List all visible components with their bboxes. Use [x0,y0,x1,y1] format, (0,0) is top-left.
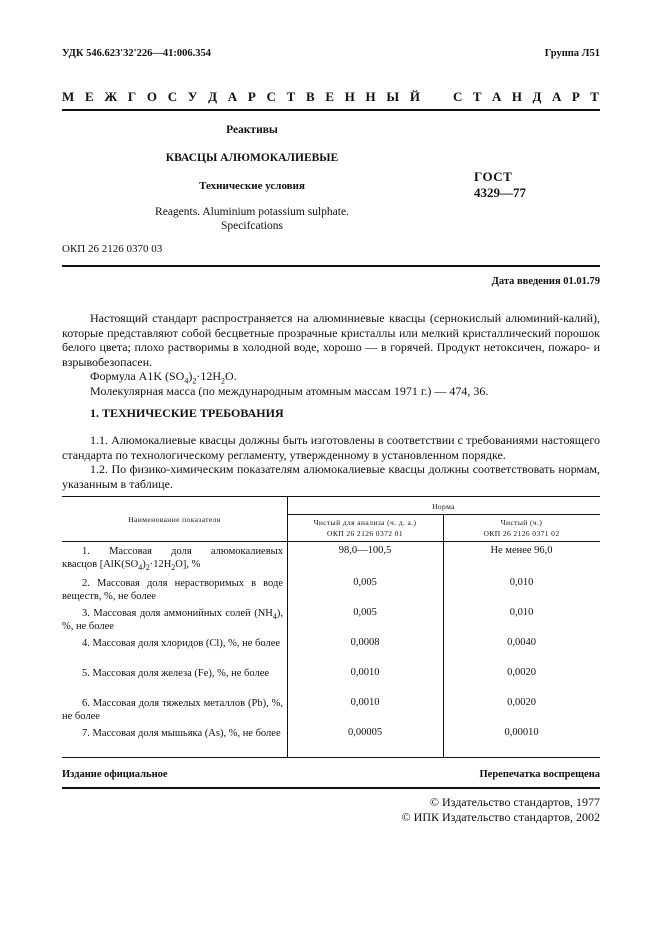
copyright-1977: © Издательство стандартов, 1977 [429,795,600,809]
banner-letter: А [227,89,238,104]
banner-letter: В [305,89,315,104]
document-title: КВАСЦЫ АЛЮМОКАЛИЕВЫЕ [165,152,339,164]
banner-word-standard [453,89,599,105]
banner-letter: С [266,89,276,104]
banner-letter: Н [511,89,523,104]
row-5-name: 5. Массовая доля железа (Fe), %, не более [82,668,270,679]
banner-letter: Ж [104,89,118,104]
row-4-name: 4. Массовая доля хлоридов (Cl), %, не более [82,638,281,649]
row-1-name-line2: квасцов $[AlK(SO_4)_2\cdot 12H_2O]$, % [62,559,201,573]
gost-label: ГОСТ [474,169,513,184]
official-edition: Издание официальное [62,769,168,780]
banner-letter: С [453,89,463,104]
row-1-value-a: 98,0—100,5 [338,545,392,556]
paragraph-1-2: 1.2. По физико-химическим показателям алюмокалиевые квасцы должны соответствовать нормам, указанным в таблице. [62,462,600,491]
footer-rule [62,787,600,789]
banner-letter: А [492,89,502,104]
table-header-rule [62,541,600,542]
okp-code: ОКП 26 2126 0370 03 [62,243,163,255]
banner-letter: Р [571,89,580,104]
table-norm-rule [287,514,600,515]
row-7-value-b: 0,00010 [504,727,539,738]
banner-letter: Т [286,89,296,104]
row-3-value-b: 0,010 [509,607,534,618]
row-2-value-a: 0,005 [353,577,377,588]
table-header-name: Наименование показателя [128,515,221,524]
table-row [62,545,283,571]
document-subtitle: Технические условия [199,180,305,192]
banner-letter: У [187,89,198,104]
banner-letter: Н [365,89,376,104]
title-rule [62,265,600,267]
gost-number: 4329—77 [474,185,526,200]
row-6-name: 6. Массовая доля тяжелых металлов (Pb), %, не более [62,698,283,722]
banner-letter: О [146,89,158,104]
paragraph-1-1: 1.1. Алюмокалиевые квасцы должны быть изготовлены в соответствии с требованиями настоящего стандарта по технологическому регламенту, утвержденному в установленном порядке. [62,433,600,462]
banner-letter: Т [472,89,482,104]
row-5-value-a: 0,0010 [350,667,380,678]
row-4-value-b: 0,0040 [507,637,536,648]
row-7-name: 7. Массовая доля мышьяка (As), %, не более [82,728,281,739]
section-heading: 1. ТЕХНИЧЕСКИЕ ТРЕБОВАНИЯ [90,406,284,420]
banner-word-interstate [62,89,420,105]
table-header-norm: Норма [432,502,455,511]
row-2-value-b: 0,010 [509,577,534,588]
row-6-value-b: 0,0020 [507,697,536,708]
english-title-line2: Specifcations [221,220,283,232]
row-5-value-b: 0,0020 [507,667,536,678]
effective-date: Дата введения 01.01.79 [491,276,600,287]
row-2-name: 2. Массовая доля нерастворимых в воде веществ, %, не более [62,578,283,602]
english-title-line1: Reagents. Aluminium potassium sulphate. [155,206,349,218]
row-1-name-line1: 1. Массовая доля алюмокалиевых [82,546,283,557]
chemical-formula: Формула A1K $(SO_4)_2\cdot 12H_2O$. [90,369,237,386]
table-top-rule [62,496,600,497]
table-header-okp-b: ОКП 26 2126 0371 02 [483,529,560,538]
banner-letter: Д [208,89,218,104]
banner-letter: Г [127,89,137,104]
table-header-okp-a: ОКП 26 2126 0372 01 [327,529,403,538]
banner-letter: Д [532,89,542,104]
banner-letter: С [167,89,178,104]
banner-letter: А [551,89,562,104]
row-1-value-b: Не менее 96,0 [490,545,553,556]
banner-letter: Т [590,89,599,104]
row-4-value-a: 0,0008 [350,637,380,648]
table-header-grade-a: Чистый для анализа (ч. д. а.) [313,518,417,527]
molecular-mass: Молекулярная масса (по международным атомным массам 1971 г.) — 474, 36. [90,384,489,398]
row-7-value-a: 0,00005 [347,727,383,738]
category-title: Реактивы [226,124,278,136]
intro-paragraph: Настоящий стандарт распространяется на алюминиевые квасцы (сернокислый алюминий-калий), которые представляют собой бесцветные прозрачные кристаллы или мелкий кристаллический порошок белого цвета; плохо растворимы в холодной воде, хорошо — в горячей. Продукт нетоксичен, пожаро- и взрывобезопасен. [62,311,600,369]
udk-code: УДК 546.623'32'226—41:006.354 [62,48,211,59]
standard-banner [62,89,599,105]
banner-letter: Р [247,89,256,104]
banner-letter: Н [344,89,355,104]
banner-letter: Й [409,89,420,104]
table-header-grade-b: Чистый (ч.) [500,518,543,527]
row-3-value-a: 0,005 [353,607,377,618]
row-6-value-a: 0,0010 [350,697,380,708]
banner-letter: Е [325,89,334,104]
banner-letter: М [62,89,75,104]
copyright-2002: © ИПК Издательство стандартов, 2002 [401,810,600,824]
top-rule [62,109,600,111]
banner-letter: Ы [386,89,400,104]
table-bottom-rule [62,757,600,758]
row-3-name: 3. Массовая доля аммонийных солей $(NH_4)$, %, не более [62,608,283,632]
reprint-prohibited: Перепечатка воспрещена [479,769,600,780]
group-code: Группа Л51 [544,48,600,59]
banner-letter: Е [84,89,94,104]
